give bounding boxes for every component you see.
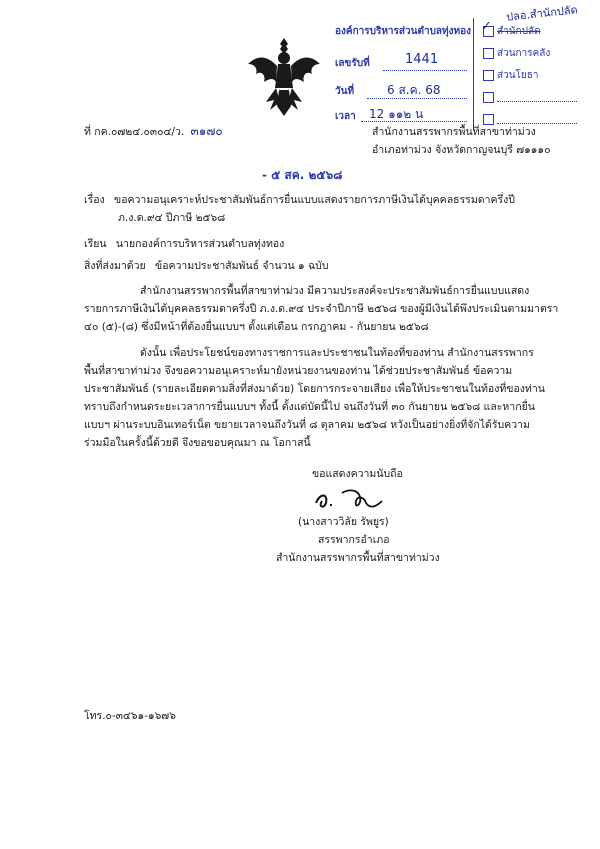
- enclosure: [84, 258, 329, 274]
- ref-number-handwritten: ๓๑๗๐: [190, 124, 223, 138]
- body-line: ประชาสัมพันธ์ (รายละเอียดตามสิ่งที่ส่งมาด้วย) โดยการกระจายเสียง เพื่อให้ประชาชนในท้องที่ของท่าน: [84, 383, 545, 395]
- salutation: [84, 236, 284, 252]
- stamp-time-value: 12 ๑๑๒ น: [369, 107, 424, 121]
- stamp-line: [361, 121, 467, 122]
- stamp-time-label: เวลา: [335, 111, 356, 122]
- stamp-recv-label: เลขรับที่: [335, 58, 370, 69]
- ref-number-text: ที่ กค.๐๗๒๔.๐๓๐๔/ว.: [84, 126, 185, 138]
- date-text: ๕ สค. ๒๕๖๘: [271, 168, 343, 182]
- signer-position: สรรพากรอำเภอ: [318, 534, 390, 546]
- to-text: นายกองค์การบริหารส่วนตำบลทุ่งทอง: [115, 238, 285, 250]
- body-line: ดังนั้น เพื่อประโยชน์ของทางราชการและประชาชนในท้องที่ของท่าน สำนักงานสรรพากร: [140, 347, 534, 359]
- stamp-option: ส่วนโยธา: [497, 70, 539, 81]
- body-line: สำนักงานสรรพากรพื้นที่สาขาท่าม่วง มีความประสงค์จะประชาสัมพันธ์การยื่นแบบแสดง: [140, 285, 530, 297]
- body-line: แบบฯ ผ่านระบบอินเทอร์เน็ต ขยายเวลาจนถึงวันที่ ๘ ตุลาคม ๒๕๖๘ หวังเป็นอย่างยิ่งที่จักได้รับความ: [84, 419, 530, 431]
- body-line: ๔๐ (๕)-(๘) ซึ่งมีหน้าที่ต้องยื่นแบบฯ ตั้งแต่เดือน กรกฎาคม - กันยายน ๒๕๖๘: [84, 321, 429, 333]
- stamp-line: [497, 101, 577, 102]
- subject-line-2: ภ.ง.ด.๙๔ ปีภาษี ๒๕๖๘: [118, 212, 226, 224]
- handwritten-note: ปลอ.สำนักปลัด: [505, 3, 579, 24]
- sender-office: สำนักงานสรรพากรพื้นที่สาขาท่าม่วง: [372, 126, 536, 138]
- stamp-checkbox: [483, 48, 494, 59]
- stamp-option: ส่วนการคลัง: [497, 48, 551, 59]
- body-line: ทราบถึงกำหนดระยะเวลาการยื่นแบบฯ ทั้งนี้ ตั้งแต่บัดนี้ไป จนถึงวันที่ ๓๐ กันยายน ๒๕๖๘ และหากยื่น: [84, 401, 535, 413]
- stamp-line: [367, 98, 467, 99]
- subject-text: ขอความอนุเคราะห์ประชาสัมพันธ์การยื่นแบบแสดงรายการภาษีเงินได้บุคคลธรรมดาครึ่งปี: [114, 194, 515, 206]
- stamp-option: สำนักปลัด: [497, 26, 541, 37]
- phone-number: โทร.๐-๓๔๖๑-๑๖๗๖: [84, 710, 176, 722]
- signer-office: สำนักงานสรรพากรพื้นที่สาขาท่าม่วง: [276, 552, 440, 564]
- stamp-checkbox: [483, 70, 494, 81]
- to-label: เรียน: [84, 238, 107, 250]
- stamp-recv-value: 1441: [405, 52, 439, 67]
- garuda-emblem: [246, 34, 322, 120]
- receiving-stamp: [327, 18, 589, 136]
- checkmark-icon: ✓: [481, 19, 492, 34]
- letter-date: [262, 166, 342, 185]
- enclosure-label: สิ่งที่ส่งมาด้วย: [84, 260, 146, 272]
- stamp-date-label: วันที่: [335, 86, 355, 97]
- sender-address: อำเภอท่าม่วง จังหวัดกาญจนบุรี ๗๑๑๑๐: [372, 144, 551, 156]
- stamp-org: องค์การบริหารส่วนตำบลทุ่งทอง: [335, 26, 472, 37]
- stamp-line: [383, 70, 467, 71]
- stamp-checkbox: [483, 92, 494, 103]
- subject-line: [84, 192, 515, 208]
- date-mark: -: [262, 168, 267, 182]
- body-line: ร่วมมือในครั้งนี้ด้วยดี จึงขอขอบคุณมา ณ โอกาสนี้: [84, 437, 311, 449]
- ref-number: [84, 123, 223, 140]
- body-line: รายการภาษีเงินได้บุคคลธรรมดาครึ่งปี ภ.ง.ด.๙๔ ประจำปีภาษี ๒๕๖๘ ของผู้มีเงินได้พึงประเมินตามมาตรา: [84, 303, 559, 315]
- stamp-date-value: 6 ส.ค. 68: [387, 83, 441, 97]
- stamp-divider: [473, 18, 474, 130]
- signer-name: (นางสาววิลัย รัพยูร): [298, 516, 389, 528]
- enclosure-text: ข้อความประชาสัมพันธ์ จำนวน ๑ ฉบับ: [155, 260, 329, 272]
- body-line: พื้นที่สาขาท่าม่วง จึงขอความอนุเคราะห์มายังหน่วยงานของท่าน ได้ช่วยประชาสัมพันธ์ ข้อความ: [84, 365, 513, 377]
- closing: ขอแสดงความนับถือ: [312, 468, 403, 480]
- subject-label: เรื่อง: [84, 194, 105, 206]
- signature: [312, 485, 402, 513]
